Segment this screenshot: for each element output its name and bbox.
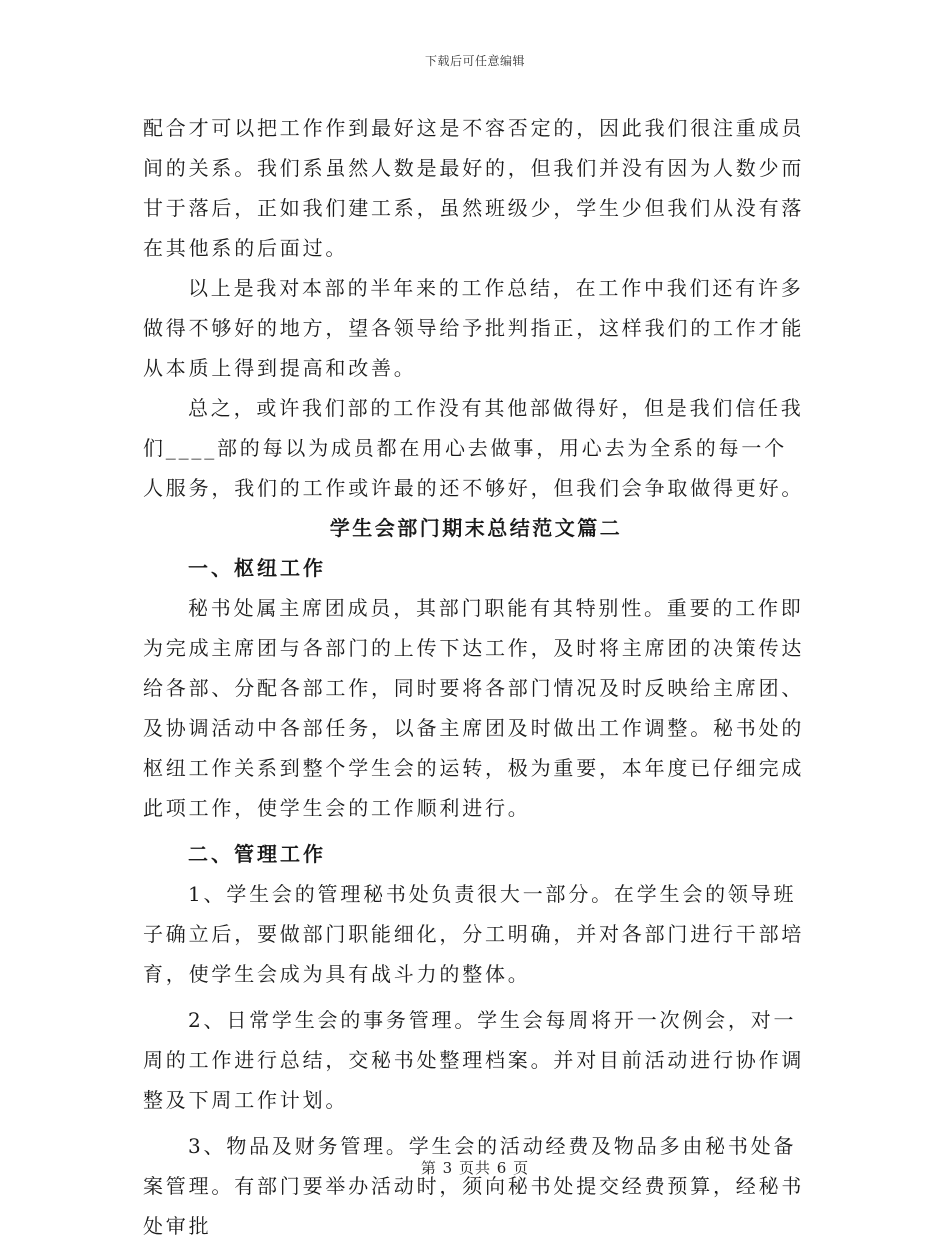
list-item-management-3: 3、物品及财务管理。学生会的活动经费及物品多由秘书处备案管理。有部门要举办活动时，须向秘书处提交经费预算，经秘书处审批 [143, 1134, 805, 1238]
section-title: 学生会部门期末总结范文篇二 [329, 516, 623, 540]
paragraph-summary: 以上是我对本部的半年来的工作总结，在工作中我们还有许多做得不够好的地方，望各领导给予批判指正，这样我们的工作才能从本质上得到提高和改善。 [143, 276, 805, 380]
heading-management-work: 二、管理工作 [188, 842, 326, 866]
document-body [143, 108, 809, 1246]
paragraph-conclusion: 总之，或许我们部的工作没有其他部做得好，但是我们信任我们____部的每以为成员都在用心去做事，用心去为全系的每一个人服务，我们的工作或许最的还不够好，但我们会争取做得更好。 [143, 396, 805, 500]
page-header: 下载后可任意编辑 [424, 54, 525, 68]
paragraph-relationship: 配合才可以把工作作到最好这是不容否定的，因此我们很注重成员间的关系。我们系虽然人数是最好的，但我们并没有因为人数少而甘于落后，正如我们建工系，虽然班级少，学生少但我们从没有落在其他系的后面过。 [143, 116, 805, 260]
list-item-management-1: 1、学生会的管理秘书处负责很大一部分。在学生会的领导班子确立后，要做部门职能细化，分工明确，并对各部门进行干部培育，使学生会成为具有战斗力的整体。 [143, 882, 805, 986]
paragraph-hub-work: 秘书处属主席团成员，其部门职能有其特别性。重要的工作即为完成主席团与各部门的上传下达工作，及时将主席团的决策传达给各部、分配各部工作，同时要将各部门情况及时反映给主席团、及协调活动中各部任务，以备主席团及时做出工作调整。秘书处的枢纽工作关系到整个学生会的运转，极为重要，本年度已仔细完成此项工作，使学生会的工作顺利进行。 [143, 596, 805, 820]
page-footer: 第 3 页共 6 页 [420, 1159, 530, 1177]
heading-hub-work: 一、枢纽工作 [188, 556, 326, 580]
list-item-management-2: 2、日常学生会的事务管理。学生会每周将开一次例会，对一周的工作进行总结，交秘书处整理档案。并对目前活动进行协作调整及下周工作计划。 [143, 1008, 805, 1112]
